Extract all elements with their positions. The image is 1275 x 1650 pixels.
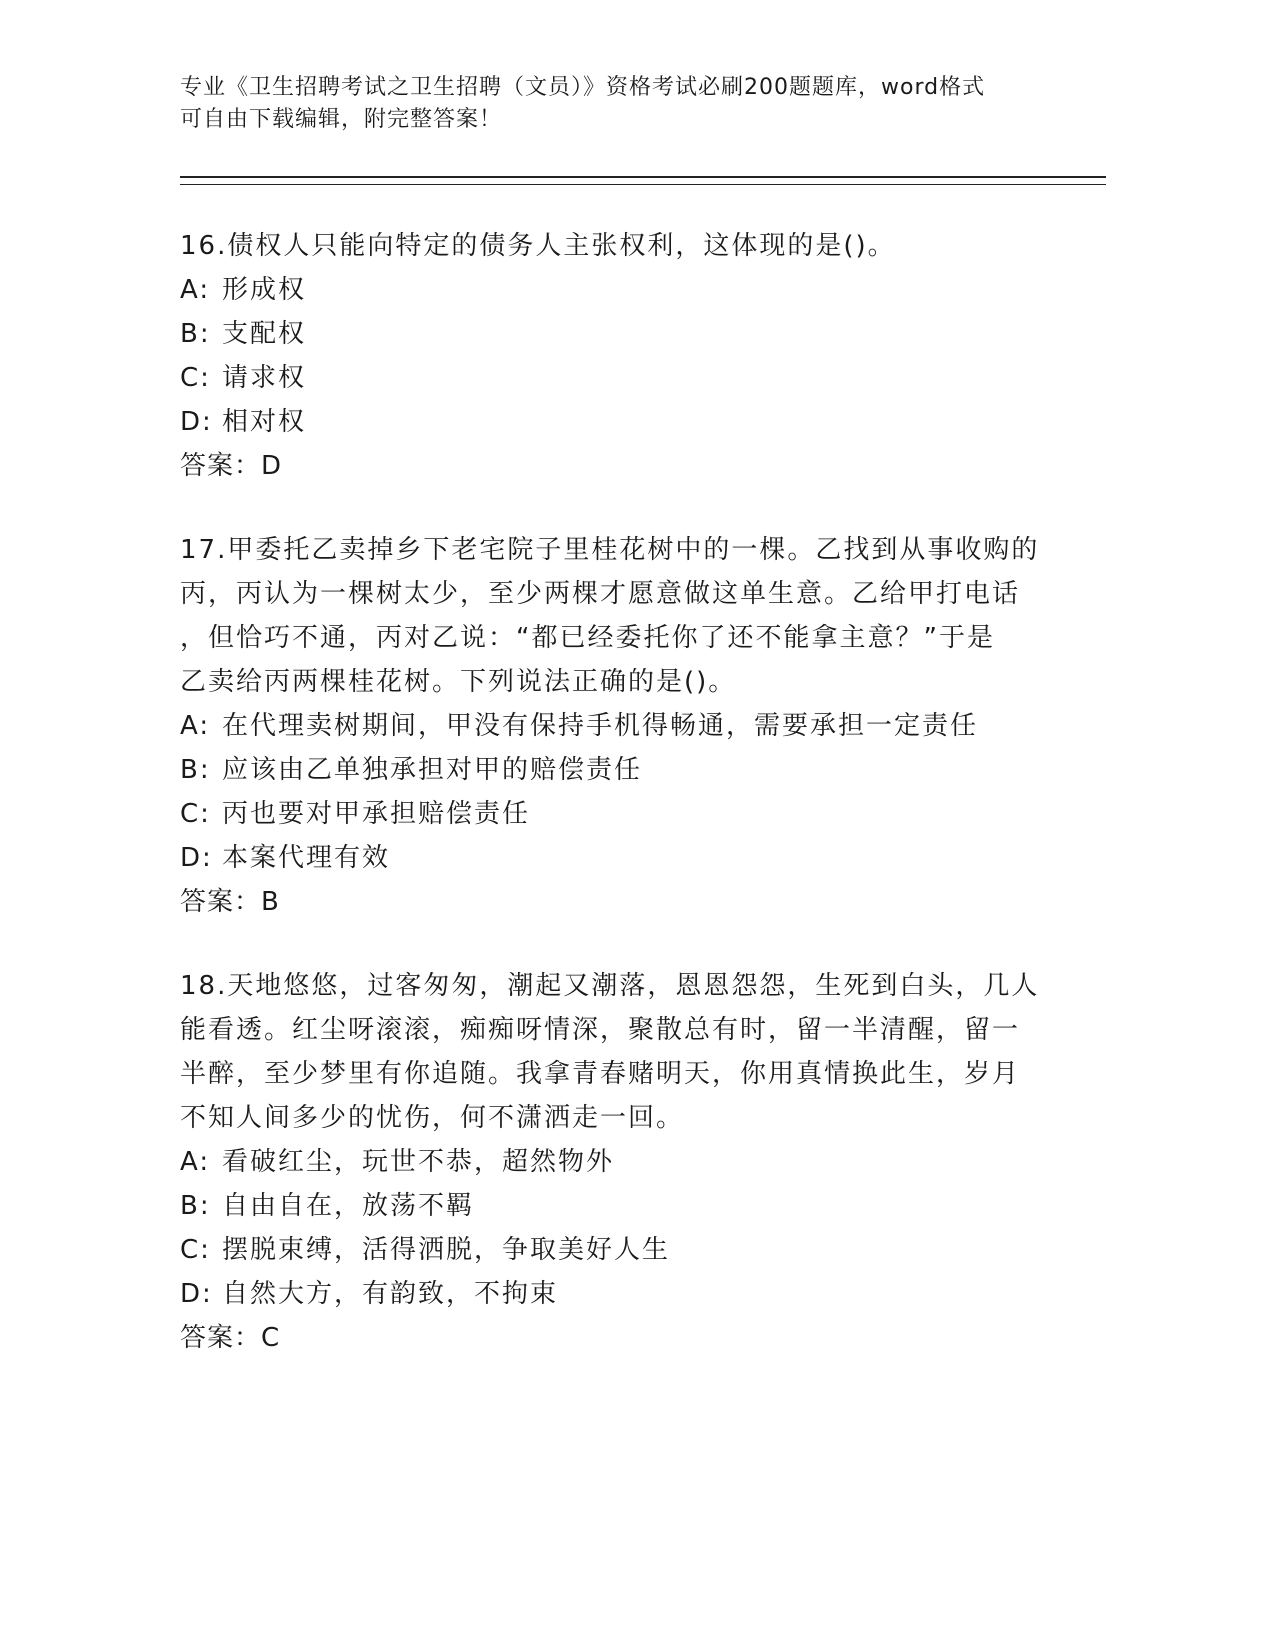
option-a: [180, 1140, 1080, 1184]
header-line-2: 可自由下载编辑，附完整答案！: [180, 107, 503, 132]
answer: 答案：C: [180, 1323, 281, 1353]
option-text: 应该由乙单独承担对甲的赔偿责任: [222, 755, 643, 785]
question-stem-line: ，但恰巧不通，丙对乙说：“都已经委托你了还不能拿主意？”于是: [180, 623, 995, 653]
question-stem-line: 18.天地悠悠，过客匆匆，潮起又潮落，恩恩怨怨，生死到白头，几人: [180, 971, 1040, 1001]
option-a: [180, 704, 1080, 748]
option-label: B:: [180, 1191, 211, 1221]
document-header: [180, 72, 1080, 136]
option-text: 自然大方，有韵致，不拘束: [222, 1279, 559, 1309]
option-label: A:: [180, 275, 211, 305]
option-label: A:: [180, 711, 211, 741]
option-text: 看破红尘，玩世不恭，超然物外: [222, 1147, 615, 1177]
question-stem-line: 半醉，至少梦里有你追随。我拿青春赌明天，你用真情换此生，岁月: [180, 1059, 1021, 1089]
option-b: [180, 1184, 1080, 1228]
option-label: C:: [180, 363, 211, 393]
option-text: 形成权: [222, 275, 307, 305]
option-text: 请求权: [222, 363, 307, 393]
option-text: 自由自在，放荡不羁: [222, 1191, 475, 1221]
option-d: [180, 400, 1080, 444]
option-b: [180, 748, 1080, 792]
option-d: [180, 836, 1080, 880]
option-label: C:: [180, 799, 211, 829]
answer: 答案：B: [180, 887, 280, 917]
option-c: [180, 1228, 1080, 1272]
option-label: A:: [180, 1147, 211, 1177]
answer: 答案：D: [180, 451, 283, 481]
option-c: [180, 356, 1080, 400]
question-stem-line: 乙卖给丙两棵桂花树。下列说法正确的是()。: [180, 667, 737, 697]
option-label: B:: [180, 755, 211, 785]
header-line-1: 专业《卫生招聘考试之卫生招聘（文员）》资格考试必刷200题题库，word格式: [180, 75, 986, 100]
question-stem-line: 不知人间多少的忧伤，何不潇洒走一回。: [180, 1103, 685, 1133]
option-b: [180, 312, 1080, 356]
question-stem-line: 丙，丙认为一棵树太少，至少两棵才愿意做这单生意。乙给甲打电话: [180, 579, 1021, 609]
option-text: 摆脱束缚，活得洒脱，争取美好人生: [222, 1235, 671, 1265]
question-stem-line: 16.债权人只能向特定的债务人主张权利，这体现的是()。: [180, 231, 896, 261]
option-text: 在代理卖树期间，甲没有保持手机得畅通，需要承担一定责任: [222, 711, 979, 741]
option-label: D:: [180, 1279, 213, 1309]
question-18: [180, 964, 1080, 1360]
option-c: [180, 792, 1080, 836]
option-label: B:: [180, 319, 211, 349]
option-text: 支配权: [222, 319, 307, 349]
option-text: 相对权: [222, 407, 307, 437]
option-text: 本案代理有效: [222, 843, 391, 873]
option-label: D:: [180, 843, 213, 873]
option-label: D:: [180, 407, 213, 437]
option-text: 丙也要对甲承担赔偿责任: [222, 799, 531, 829]
header-divider: [180, 176, 1106, 185]
option-label: C:: [180, 1235, 211, 1265]
question-16: [180, 224, 1080, 488]
option-a: [180, 268, 1080, 312]
question-stem-line: 17.甲委托乙卖掉乡下老宅院子里桂花树中的一棵。乙找到从事收购的: [180, 535, 1040, 565]
question-stem-line: 能看透。红尘呀滚滚，痴痴呀情深，聚散总有时，留一半清醒，留一: [180, 1015, 1021, 1045]
question-17: [180, 528, 1080, 924]
option-d: [180, 1272, 1080, 1316]
